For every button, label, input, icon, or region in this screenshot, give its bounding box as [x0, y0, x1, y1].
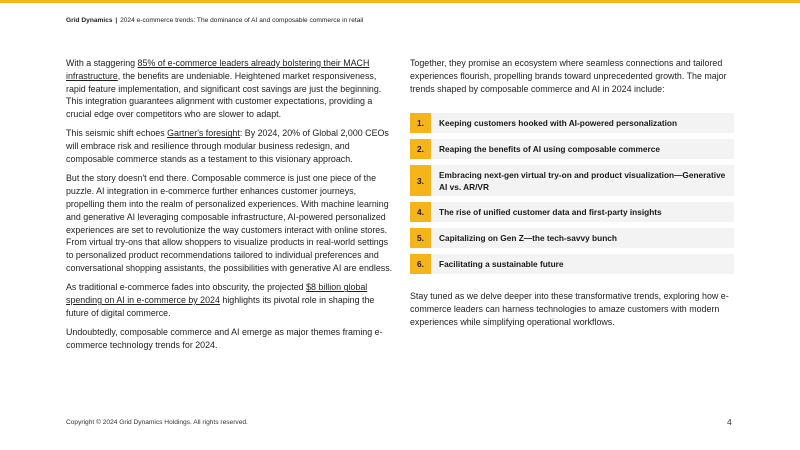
- header-separator: |: [115, 17, 118, 24]
- trend-number: 6.: [410, 254, 431, 274]
- trend-label: The rise of unified customer data and first-party insights: [439, 207, 662, 217]
- paragraph-gartner: [66, 127, 396, 165]
- closing-paragraph: Stay tuned as we delve deeper into these transformative trends, exploring how e-commerce leaders can harness technologies to amaze customers with modern experiences while simplifying operational workflows.: [410, 291, 729, 327]
- trend-list: [410, 113, 734, 280]
- trend-item: [410, 113, 734, 133]
- paragraph-text: This seismic shift echoes: [66, 128, 168, 139]
- page-header: [66, 17, 363, 24]
- paragraph-text: As traditional e-commerce fades into obscurity, the projected: [66, 282, 307, 293]
- link-mach-stat[interactable]: 85% of e-commerce leaders already bolstering their MACH infrastructure: [66, 58, 370, 81]
- paragraph-text: : By 2024, 20% of Global 2,000 CEOs will embrace risk and resilience through modular business redesign, and composable commerce stands as a testament to this visionary approach.: [66, 128, 389, 165]
- paragraph-conclusion: Undoubtedly, composable commerce and AI emerge as major themes framing e-commerce technology trends for 2024.: [66, 327, 383, 350]
- trend-item: [410, 228, 734, 248]
- trend-item: [410, 165, 734, 196]
- trend-number: 4.: [410, 202, 431, 222]
- paragraph-text: , the benefits are undeniable. Heightened market responsiveness, rapid feature implementation, and significant cost savings are just the beginning. This integration guarantees alignment with customer expectations, providing a crucial edge over competitors who are slower to adapt.: [66, 70, 382, 120]
- link-gartner[interactable]: Gartner's foresight: [167, 128, 240, 139]
- footer-copyright: Copyright © 2024 Grid Dynamics Holdings. All rights reserved.: [66, 419, 248, 426]
- trend-item: [410, 254, 734, 274]
- paragraph-text: highlights its pivotal role in shaping the future of digital commerce.: [66, 295, 375, 318]
- trend-label: Embracing next-gen virtual try-on and product visualization—Generative AI vs. AR/VR: [439, 169, 726, 192]
- trend-label: Capitalizing on Gen Z—the tech-savvy bunch: [439, 233, 617, 243]
- paragraph-mach: [66, 57, 396, 121]
- paragraph-ai-spending: [66, 281, 396, 319]
- accent-bar: [0, 0, 800, 3]
- trend-number: 1.: [410, 113, 431, 133]
- paragraph-text: With a staggering: [66, 58, 138, 68]
- trend-number: 5.: [410, 228, 431, 248]
- page-number: 4: [727, 417, 732, 427]
- link-ai-spending[interactable]: $8 billion global spending on AI in e-commerce by 2024: [66, 282, 368, 306]
- right-intro: Together, they promise an ecosystem where seamless connections and tailored experiences flourish, propelling brands toward unprecedented growth. The major trends shaped by composable commerce and AI in 2024 include:: [410, 58, 727, 94]
- left-column: [66, 57, 396, 358]
- trend-item: [410, 202, 734, 222]
- trend-label: Keeping customers hooked with AI-powered personalization: [439, 118, 678, 128]
- document-title: 2024 e-commerce trends: The dominance of AI and composable commerce in retail: [120, 17, 364, 24]
- trend-item: [410, 139, 734, 159]
- brand-name: Grid Dynamics: [66, 17, 113, 24]
- trend-label: Reaping the benefits of AI using composable commerce: [439, 144, 660, 154]
- trend-number: 3.: [410, 165, 431, 196]
- trend-number: 2.: [410, 139, 431, 159]
- paragraph-ai-integration: But the story doesn't end there. Composable commerce is just one piece of the puzzle. AI integration in e-commerce further enhances customer journeys, propelling them into the realm of personalized experiences. With machine learning and generative AI leveraging composable infrastructure, AI-powered personalized experiences are set to revolutionize the way customers interact with online stores. From virtual try-ons that allow shoppers to visualize products in real-world settings to personalized product recommendations tailored to individual preferences and conversational shopping assistants, the possibilities with generative AI are endless.: [66, 173, 393, 273]
- trend-label: Facilitating a sustainable future: [439, 259, 564, 269]
